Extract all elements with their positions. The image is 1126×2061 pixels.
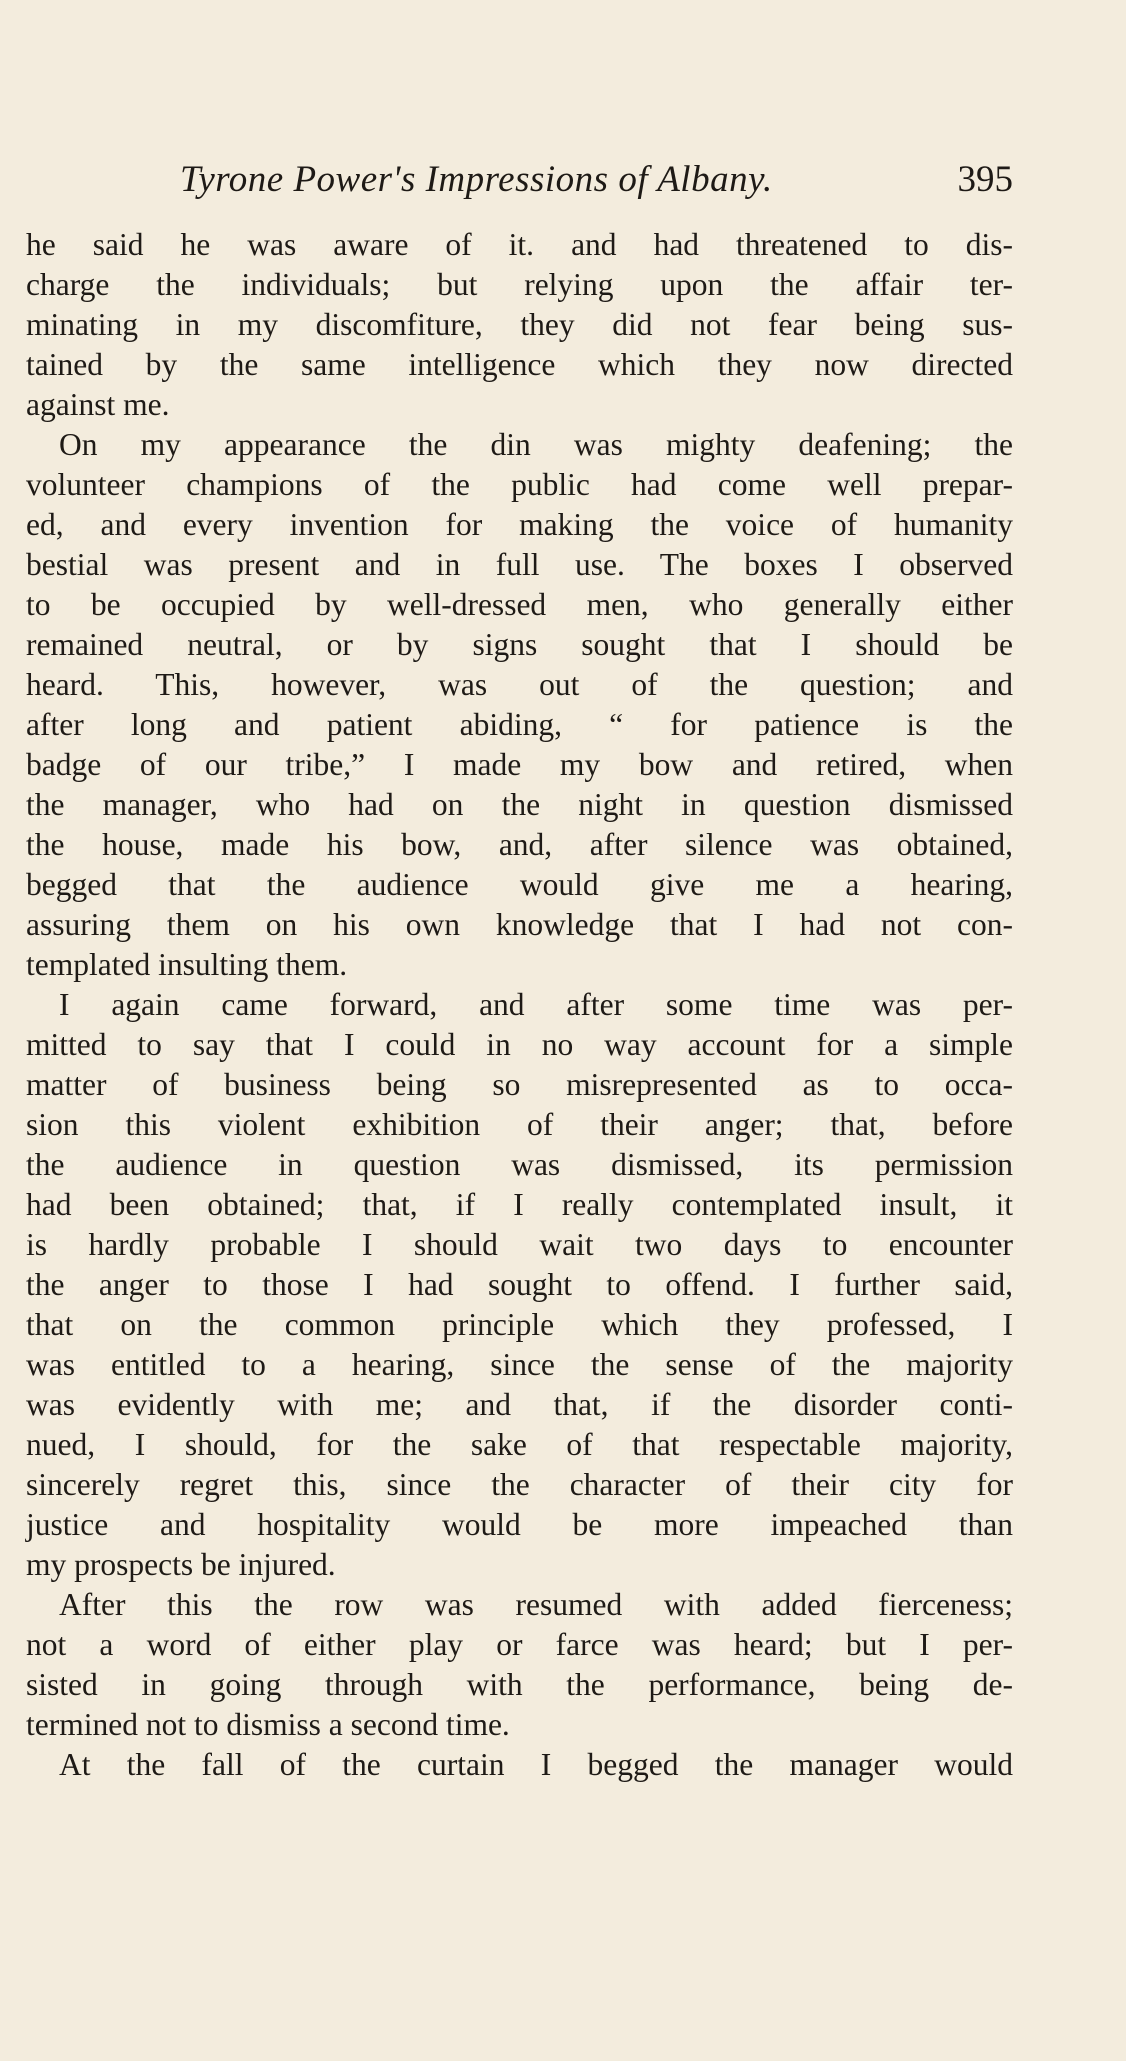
text-line: matter of business being so misrepresented as to occa-	[26, 1067, 1013, 1102]
text-line: was entitled to a hearing, since the sense of the majority	[26, 1347, 1013, 1382]
text-line: nued, I should, for the sake of that respectable majority,	[26, 1427, 1013, 1462]
text-line: termined not to dismiss a second time.	[26, 1707, 510, 1742]
text-line: the audience in question was dismissed, its permission	[26, 1147, 1013, 1182]
text-line: templated insulting them.	[26, 947, 348, 982]
text-line: had been obtained; that, if I really contemplated insult, it	[26, 1187, 1013, 1222]
text-line: ed, and every invention for making the voice of humanity	[26, 507, 1013, 542]
text-line: sincerely regret this, since the character of their city for	[26, 1467, 1013, 1502]
text-line: At the fall of the curtain I begged the manager would	[59, 1747, 1013, 1782]
text-line: remained neutral, or by signs sought that I should be	[26, 627, 1013, 662]
text-line: was evidently with me; and that, if the disorder conti-	[26, 1387, 1013, 1422]
text-line: the manager, who had on the night in question dismissed	[26, 787, 1013, 822]
text-line: the anger to those I had sought to offend. I further said,	[26, 1267, 1013, 1302]
body-text	[26, 225, 1013, 1785]
text-line: mitted to say that I could in no way account for a simple	[26, 1027, 1013, 1062]
text-line: begged that the audience would give me a hearing,	[26, 867, 1013, 902]
text-line: charge the individuals; but relying upon the affair ter-	[26, 267, 1013, 302]
text-line: he said he was aware of it. and had threatened to dis-	[26, 227, 1013, 262]
running-title: Tyrone Power's Impressions of Albany.	[180, 159, 773, 200]
text-line: against me.	[26, 387, 170, 422]
page-number: 395	[957, 159, 1013, 200]
text-line: the house, made his bow, and, after silence was obtained,	[26, 827, 1013, 862]
text-line: assuring them on his own knowledge that I had not con-	[26, 907, 1013, 942]
text-line: On my appearance the din was mighty deafening; the	[59, 427, 1013, 462]
text-line: minating in my discomfiture, they did not fear being sus-	[26, 307, 1013, 342]
text-line: sisted in going through with the performance, being de-	[26, 1667, 1013, 1702]
text-line: that on the common principle which they professed, I	[26, 1307, 1013, 1342]
text-line: heard. This, however, was out of the question; and	[26, 667, 1013, 702]
page-header	[180, 158, 1013, 210]
text-line: justice and hospitality would be more impeached than	[26, 1507, 1013, 1542]
text-line: badge of our tribe,” I made my bow and retired, when	[26, 747, 1013, 782]
text-line: is hardly probable I should wait two days to encounter	[26, 1227, 1013, 1262]
text-line: After this the row was resumed with added fierceness;	[59, 1587, 1013, 1622]
text-line: my prospects be injured.	[26, 1547, 336, 1582]
text-line: to be occupied by well-dressed men, who generally either	[26, 587, 1013, 622]
text-line: after long and patient abiding, “ for patience is the	[26, 707, 1013, 742]
text-line: sion this violent exhibition of their anger; that, before	[26, 1107, 1013, 1142]
text-line: volunteer champions of the public had come well prepar-	[26, 467, 1013, 502]
text-line: tained by the same intelligence which they now directed	[26, 347, 1013, 382]
text-line: I again came forward, and after some time was per-	[59, 987, 1013, 1022]
text-line: not a word of either play or farce was heard; but I per-	[26, 1627, 1013, 1662]
text-line: bestial was present and in full use. The boxes I observed	[26, 547, 1013, 582]
